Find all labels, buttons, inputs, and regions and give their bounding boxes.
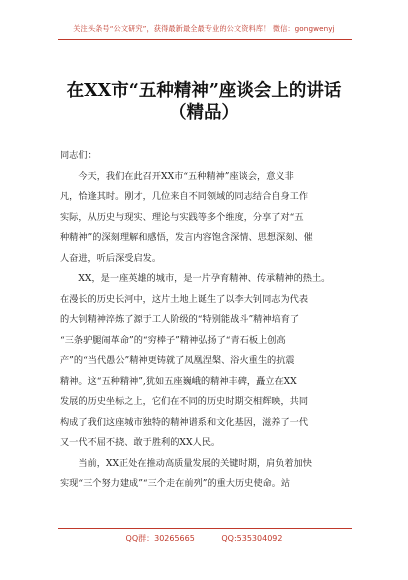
body-line: 人奋进，听后深受启发。	[60, 252, 162, 264]
body-line: 在漫长的历史长河中，这片土地上诞生了以李大钊同志为代表	[60, 293, 309, 305]
body-line: 实际，从历史与现实、理论与实践等多个维度，分享了对“五	[60, 211, 304, 223]
footer-contact	[0, 533, 408, 544]
body-line: 又一代不屈不挠、敢于胜利的XX人民。	[60, 437, 221, 448]
body-line: 种精神”的深刻理解和感悟，发言内容饱含深情、思想深刻、催	[60, 232, 313, 243]
body-line: XX，是一座英雄的城市，是一片孕育精神、传承精神的热土。	[60, 273, 331, 284]
footer-qq: QQ:535304092	[221, 534, 283, 543]
footer-divider	[58, 528, 352, 529]
body-line: 的大钊精神淬炼了源于工人阶级的“特别能战斗”精神培育了	[60, 314, 300, 325]
body-line: 凡，恰逢其时。刚才，几位来自不同领域的同志结合自身工作	[60, 191, 309, 202]
body-line: 今天，我们在此召开XX市“五种精神”座谈会，意义非	[60, 170, 294, 182]
body-line: 实现“三个努力建成”“三个走在前列”的重大历史使命。站	[60, 478, 291, 489]
footer-qq-group: QQ群：30265665	[125, 534, 195, 543]
document-title-line-2: （精品）	[169, 103, 239, 123]
body-line: 精神。这“五种精神”,犹如五座巍峨的精神丰碑，矗立在XX	[60, 375, 297, 387]
document-body	[60, 146, 360, 495]
document-title-line-1: 在XX市“五种精神”座谈会上的讲话	[66, 81, 342, 101]
header-divider	[58, 39, 352, 40]
greeting: 同志们：	[60, 150, 97, 161]
body-line: 产”的“当代愚公”精神更铸就了凤凰涅槃、浴火重生的抗震	[60, 355, 295, 366]
body-line: “三条驴腿闹革命”的“穷棒子”精神弘扬了“青石板上创高	[60, 334, 286, 346]
body-line: 构成了我们这座城市独特的精神谱系和文化基因，滋养了一代	[60, 416, 309, 428]
header-promo-note: 关注头条号“公文研究”，获得最新最全最专业的公文资料库！ 微信：gongwenyj	[73, 24, 335, 33]
body-line: 当前，XX正处在推动高质量发展的关键时期，肩负着加快	[60, 457, 312, 469]
body-line: 发展的历史坐标之上，它们在不同的历史时期交相辉映，共同	[60, 396, 309, 407]
